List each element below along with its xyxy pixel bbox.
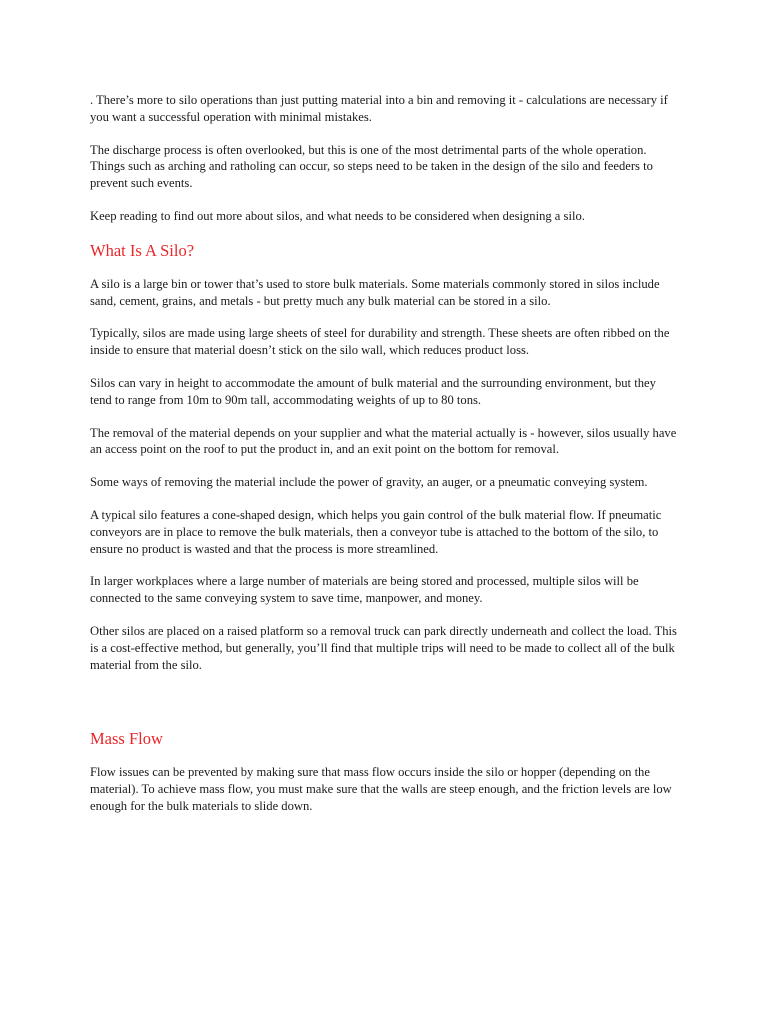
intro-paragraph: The discharge process is often overlooked, but this is one of the most detrimental parts of the whole operation. Things such as arching and ratholing can occur, so steps need to be taken in the design of the silo and feeders to prevent such events. — [90, 142, 653, 191]
body-paragraph: A typical silo features a cone-shaped design, which helps you gain control of the bulk material flow. If pneumatic conveyors are in place to remove the bulk materials, then a conveyor tube is attached to the bottom of the silo, to ensure no product is wasted and that the process is more streamlined. — [90, 507, 662, 556]
section-heading-what-is-a-silo: What Is A Silo? — [90, 240, 195, 260]
body-paragraph: A silo is a large bin or tower that’s used to store bulk materials. Some materials commonly stored in silos include sand, cement, grains, and metals - but pretty much any bulk material can be stored in a silo. — [90, 276, 660, 308]
body-paragraph: Typically, silos are made using large sheets of steel for durability and strength. These sheets are often ribbed on the inside to ensure that material doesn’t stick on the silo wall, which reduces product loss. — [90, 326, 670, 358]
body-paragraph: Other silos are placed on a raised platform so a removal truck can park directly underneath and collect the load. This is a cost-effective method, but generally, you’ll find that multiple trips will need to be made to collect all of the bulk material from the silo. — [90, 623, 677, 672]
body-paragraph: Some ways of removing the material include the power of gravity, an auger, or a pneumatic conveying system. — [90, 475, 648, 490]
body-paragraph: Flow issues can be prevented by making sure that mass flow occurs inside the silo or hopper (depending on the material). To achieve mass flow, you must make sure that the walls are steep enough, and the friction levels are low enough for the bulk materials to slide down. — [90, 765, 672, 813]
body-paragraph: Silos can vary in height to accommodate the amount of bulk material and the surrounding environment, but they tend to range from 10m to 90m tall, accommodating weights of up to 80 tons. — [90, 375, 656, 407]
body-paragraph: The removal of the material depends on your supplier and what the material actually is - however, silos usually have an access point on the roof to put the product in, and an exit point on the bottom for removal. — [90, 425, 677, 457]
intro-paragraph: . There’s more to silo operations than just putting material into a bin and removing it - calculations are necessary if you want a successful operation with minimal mistakes. — [90, 93, 668, 124]
document-body — [90, 92, 680, 831]
body-paragraph: In larger workplaces where a large number of materials are being stored and processed, multiple silos will be connected to the same conveying system to save time, manpower, and money. — [90, 574, 639, 606]
section-heading-mass-flow: Mass Flow — [90, 729, 163, 749]
intro-paragraph: Keep reading to find out more about silos, and what needs to be considered when designing a silo. — [90, 208, 585, 223]
section-spacer — [90, 689, 680, 729]
